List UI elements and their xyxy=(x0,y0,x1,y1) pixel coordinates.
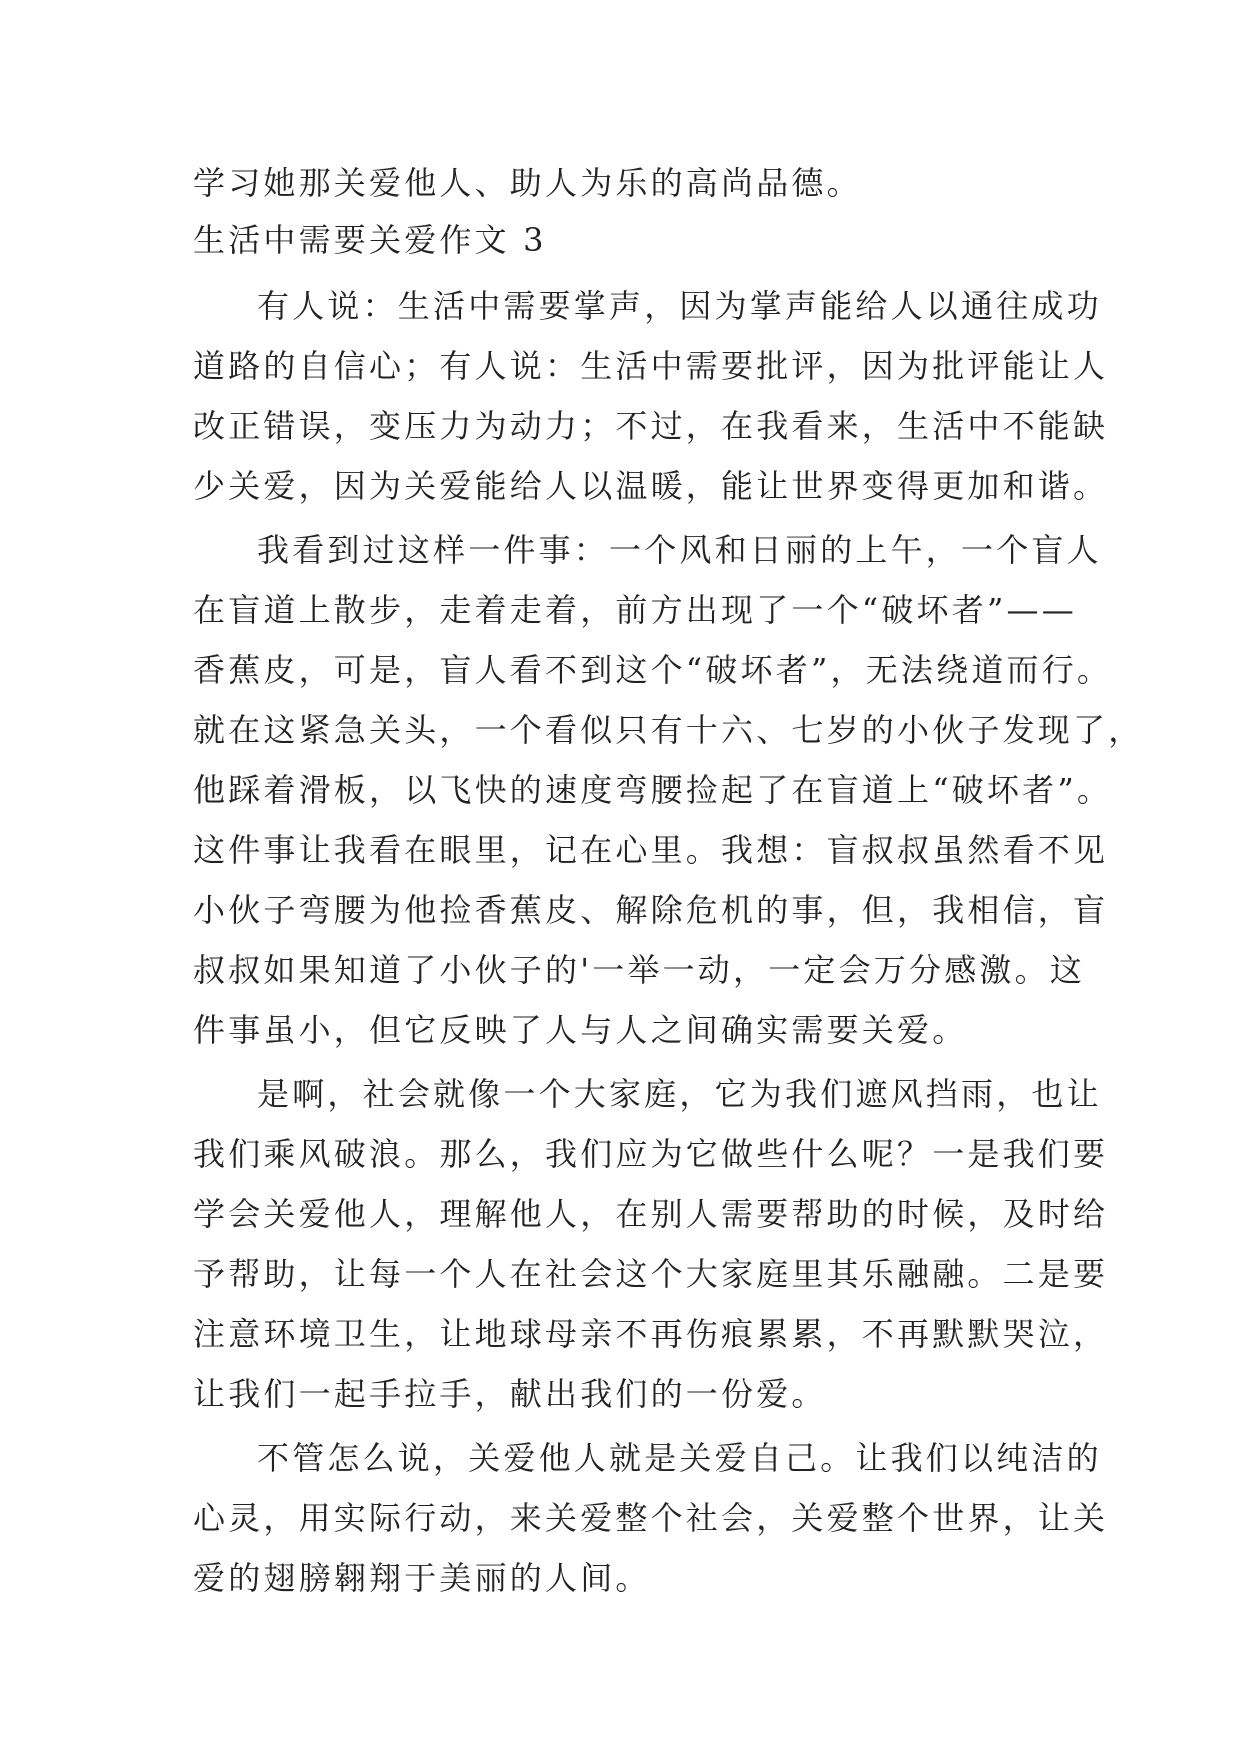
paragraph-2 xyxy=(193,520,1144,1060)
paragraph-line: 予帮助，让每一个人在社会这个大家庭里其乐融融。二是要 xyxy=(193,1255,1109,1293)
paragraph-line: 这件事让我看在眼里，记在心里。我想：盲叔叔虽然看不见 xyxy=(193,831,1109,869)
paragraph-line: 叔叔如果知道了小伙子的'一举一动，一定会万分感激。这 xyxy=(193,951,1085,989)
paragraph-line: 不管怎么说，关爱他人就是关爱自己。让我们以纯洁的 xyxy=(257,1439,1102,1477)
paragraph-line: 在盲道上散步，走着走着，前方出现了一个“破坏者”—— xyxy=(193,591,1077,629)
essay-title: 生活中需要关爱作文 3 xyxy=(193,221,547,259)
paragraph-line: 爱的翅膀翱翔于美丽的人间。 xyxy=(193,1559,651,1597)
document-body xyxy=(193,156,1144,1608)
paragraph-3 xyxy=(193,1064,1109,1424)
paragraph-line: 件事虽小，但它反映了人与人之间确实需要关爱。 xyxy=(193,1011,968,1049)
paragraph-line: 道路的自信心；有人说：生活中需要批评，因为批评能让人 xyxy=(193,347,1109,385)
paragraph-line: 就在这紧急关头，一个看似只有十六、七岁的小伙子发现了， xyxy=(193,711,1144,749)
paragraph-1 xyxy=(193,276,1109,516)
paragraph-line: 香蕉皮，可是，盲人看不到这个“破坏者”，无法绕道而行。 xyxy=(193,651,1113,689)
paragraph-line: 我看到过这样一件事：一个风和日丽的上午，一个盲人 xyxy=(257,531,1102,569)
paragraph-line: 注意环境卫生，让地球母亲不再伤痕累累，不再默默哭泣， xyxy=(193,1315,1109,1353)
paragraph-line: 改正错误，变压力为动力；不过，在我看来，生活中不能缺 xyxy=(193,407,1109,445)
paragraph-line: 学会关爱他人，理解他人，在别人需要帮助的时候，及时给 xyxy=(193,1195,1109,1233)
paragraph-line: 有人说：生活中需要掌声，因为掌声能给人以通往成功 xyxy=(257,287,1102,325)
paragraph-line: 心灵，用实际行动，来关爱整个社会，关爱整个世界，让关 xyxy=(193,1499,1109,1537)
paragraph-line: 少关爱，因为关爱能给人以温暖，能让世界变得更加和谐。 xyxy=(193,467,1109,505)
paragraph-4 xyxy=(193,1428,1109,1608)
paragraph-line: 他踩着滑板，以飞快的速度弯腰捡起了在盲道上“破坏者”。 xyxy=(193,771,1113,809)
paragraph-line: 是啊，社会就像一个大家庭，它为我们遮风挡雨，也让 xyxy=(257,1075,1102,1113)
paragraph-line: 我们乘风破浪。那么，我们应为它做些什么呢？一是我们要 xyxy=(193,1135,1109,1173)
paragraph-line: 让我们一起手拉手，献出我们的一份爱。 xyxy=(193,1375,827,1413)
carryover-line: 学习她那关爱他人、助人为乐的高尚品德。 xyxy=(193,164,862,202)
paragraph-line: 小伙子弯腰为他捡香蕉皮、解除危机的事，但，我相信，盲 xyxy=(193,891,1109,929)
